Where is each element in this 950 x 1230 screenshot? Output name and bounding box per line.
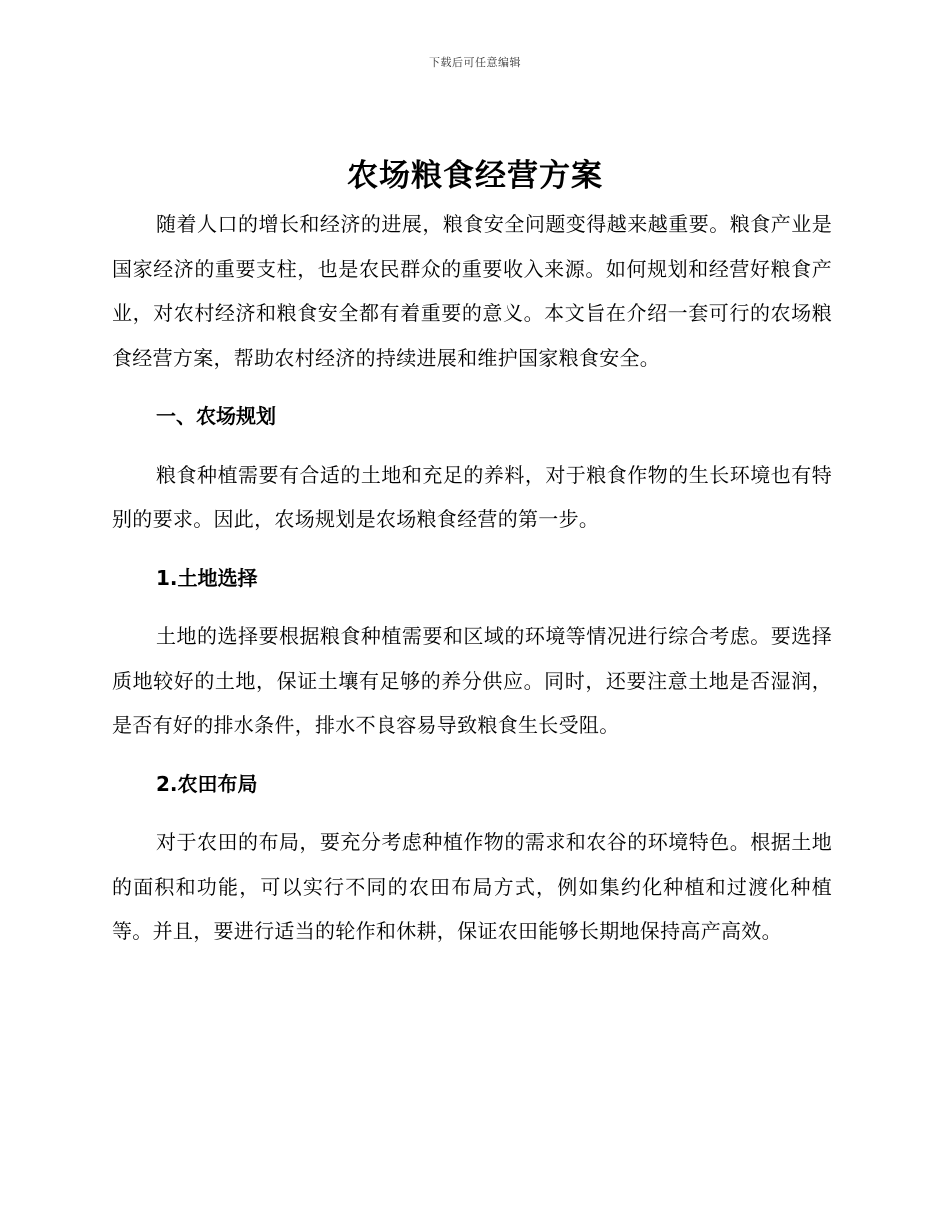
subsection-heading-land-selection: 1.土地选择	[156, 565, 258, 590]
document-body	[112, 202, 832, 954]
section-heading-farm-planning: 一、农场规划	[156, 404, 276, 428]
subsection-heading-field-layout: 2.农田布局	[156, 771, 258, 796]
document-title: 农场粮食经营方案	[347, 158, 603, 194]
header-note: 下载后可任意编辑	[429, 56, 521, 69]
section-farm-planning-paragraph: 粮食种植需要有合适的土地和充足的养料，对于粮食作物的生长环境也有特别的要求。因此，农场规划是农场粮食经营的第一步。	[112, 462, 832, 531]
subsection-field-layout-paragraph: 对于农田的布局，要充分考虑种植作物的需求和农谷的环境特色。根据土地的面积和功能，可以实行不同的农田布局方式，例如集约化种植和过渡化种植等。并且，要进行适当的轮作和休耕，保证农田能够长期地保持高产高效。	[112, 830, 832, 943]
subsection-land-selection-paragraph: 土地的选择要根据粮食种植需要和区域的环境等情况进行综合考虑。要选择质地较好的土地，保证土壤有足够的养分供应。同时，还要注意土地是否湿润，是否有好的排水条件，排水不良容易导致粮食生长受阻。	[112, 624, 832, 737]
intro-paragraph: 随着人口的增长和经济的进展，粮食安全问题变得越来越重要。粮食产业是国家经济的重要支柱，也是农民群众的重要收入来源。如何规划和经营好粮食产业，对农村经济和粮食安全都有着重要的意义。本文旨在介绍一套可行的农场粮食经营方案，帮助农村经济的持续进展和维护国家粮食安全。	[112, 212, 832, 370]
